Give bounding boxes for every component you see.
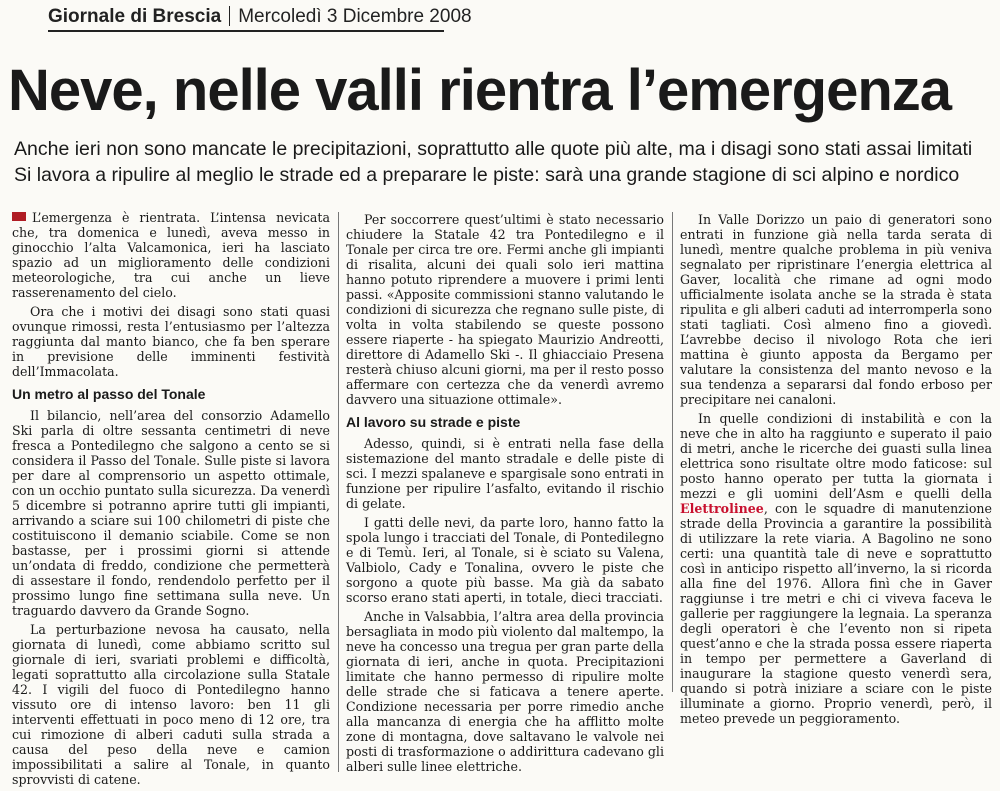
- section-marker: [12, 212, 26, 221]
- newspaper-name: Giornale di Brescia: [48, 6, 222, 27]
- paragraph: Il bilancio, nell’area del consorzio Adamello Ski parla di oltre sessanta centimetri di neve fresca a Pontedilegno che salgono a cento se si considera il Passo del Tonale. Sulle piste si lavora per dare al comprensorio un aspetto ottimale, con un occhio puntato sulla sicurezza. Da venerdì 5 dicembre si potranno aprire tutti gli impianti, arrivando a sciare sui 100 chilometri di piste che costituiscono il demanio sciabile. Come se non bastasse, per i prossimi giorni si attende un’ondata di freddo, condizione che permetterà di assestare il fondo, rendendolo perfetto per il prossimo lungo fine settimana sulla neve. Un traguardo davvero da Grande Sogno.: [12, 408, 330, 618]
- paragraph-text: , con le squadre di manutenzione strade della Provincia a garantire la possibilità di utilizzare la rete viaria. A Bagolino ne sono certi: una quantità tale di neve e soprattutto così in anticipo rispetto all’inverno, la si ricorda alla fine del 1976. Allora finì che in Gaver raggiunse i tre metri e chi ci viveva faceva le gallerie per raggiungere la legnaia. La speranza degli operatori è che l’evento non si ripeta quest’anno e che la strada possa essere riaperta in tempo per permettere a Gaverland di inaugurare la stagione questo venerdì sera, quando si potrà iniziare a sciare con le piste illuminate a giorno. Proprio venerdì, però, il meteo prevede un peggioramento.: [680, 501, 992, 726]
- section-heading: Un metro al passo del Tonale: [12, 386, 206, 402]
- headline: Neve, nelle valli rientra l’emergenza: [8, 58, 952, 123]
- paragraph: Anche in Valsabbia, l’altra area della provincia bersagliata in modo più violento dal maltempo, la neve ha concesso una tregua per gran parte della giornata di ieri, anche in quota. Precipitazioni limitate che hanno permesso di ripulire molte delle strade che si faticava a tenere aperte. Condizione necessaria per porre rimedio anche alla mancanza di energia che ha afflitto molte zone di montagna, dove saltavano le valvole nei posti di trasformazione o addirittura cadevano gli alberi sulle linee elettriche.: [346, 609, 664, 774]
- paragraph: Adesso, quindi, si è entrati nella fase della sistemazione del manto stradale e delle piste di sci. I mezzi spalaneve e spargisale sono entrati in funzione per ripulire l’asfalto, evitando il rischio di gelate.: [346, 436, 664, 511]
- paragraph: [12, 210, 330, 300]
- column-divider-1: [338, 212, 339, 772]
- paragraph: [680, 411, 992, 726]
- subheadline-2: Si lavora a ripulire al meglio le strade ed a preparare le piste: sarà una grande stagione di sci alpino e nordico: [14, 164, 960, 186]
- masthead: [48, 2, 472, 28]
- column-divider-2: [672, 212, 673, 692]
- paragraph-text: L’emergenza è rientrata. L’intensa nevicata che, tra domenica e lunedì, aveva messo in ginocchio l’alta Valcamonica, ieri ha lasciato spazio ad un miglioramento delle condizioni meteorologiche, tra cui anche un lieve rasserenamento del cielo.: [12, 210, 330, 300]
- article-column-1: [12, 210, 330, 791]
- paragraph: In Valle Dorizzo un paio di generatori sono entrati in funzione già nella tarda serata di lunedì, mentre qualche problema in più veniva segnalato per ripristinare l’energia elettrica al Gaver, località che rimane ad ogni modo ufficialmente isolata anche se la strada è stata ripulita e gli alberi caduti ad interromperla sono stati tagliati. Così almeno fino a giovedì. L’avrebbe deciso il nivologo Rota che ieri mattina è giunto apposta da Bergamo per valutare la consistenza del manto nevoso e la sua tendenza a separarsi dal fondo erboso per precipitare nei canaloni.: [680, 212, 992, 407]
- paragraph: Per soccorrere quest’ultimi è stato necessario chiudere la Statale 42 tra Pontedilegno e il Tonale per circa tre ore. Fermi anche gli impianti di risalita, alcuni dei quali solo ieri mattina hanno potuto riprendere a muovere i primi lenti passi. «Apposite commissioni stanno valutando le condizioni di sicurezza che regnano sulle piste, di volta in volta stabilendo se queste possono essere riaperte - ha spiegato Maurizio Andreotti, direttore di Adamello Ski -. Il ghiacciaio Presena resterà chiuso alcuni giorni, ma per il resto posso affermare con certezza che da venerdì avremo davvero una situazione ottimale».: [346, 212, 664, 407]
- masthead-separator: [229, 6, 230, 26]
- paragraph: I gatti delle nevi, da parte loro, hanno fatto la spola lungo i tracciati del Tonale, di Pontedilegno e di Temù. Ieri, al Tonale, si è sciato su Valena, Valbiolo, Cady e Tonalina, ovvero le piste che sorgono a quote più basse. Ma già da sabato scorso erano stati aperti, in totale, dieci tracciati.: [346, 515, 664, 605]
- article-column-2: [346, 212, 664, 778]
- paragraph: La perturbazione nevosa ha causato, nella giornata di lunedì, come abbiamo scritto sul giornale di ieri, svariati problemi e difficoltà, legati soprattutto alla circolazione sulla Statale 42. I vigili del fuoco di Pontedilegno hanno vissuto ore di intenso lavoro: ben 11 gli interventi effettuati in poco meno di 12 ore, tra cui rimozione di alberi caduti sulla strada a causa del peso della neve e camion impossibilitati a salire al Tonale, in quanto sprovvisti di catene.: [12, 622, 330, 787]
- masthead-rule: [48, 30, 444, 32]
- company-name-highlight: Elettrolinee: [680, 501, 764, 516]
- section-heading: Al lavoro su strade e piste: [346, 414, 521, 430]
- subheadline-1: Anche ieri non sono mancate le precipitazioni, soprattutto alle quote più alte, ma i disagi sono stati assai limitati: [14, 138, 973, 160]
- paragraph: Ora che i motivi dei disagi sono stati quasi ovunque rimossi, resta l’entusiasmo per l’altezza raggiunta dal manto bianco, che fa ben sperare in previsione delle imminenti festività dell’Immacolata.: [12, 304, 330, 379]
- article-column-3: [680, 212, 992, 730]
- issue-date: Mercoledì 3 Dicembre 2008: [238, 6, 472, 27]
- paragraph-text: In quelle condizioni di instabilità e con la neve che in alto ha raggiunto e superato il paio di metri, anche le ricerche dei guasti sulla linea elettrica sono risultate oltre modo faticose: sul posto hanno operato per tutta la giornata i mezzi e gli uomini dell’Asm e quelli della: [680, 411, 992, 501]
